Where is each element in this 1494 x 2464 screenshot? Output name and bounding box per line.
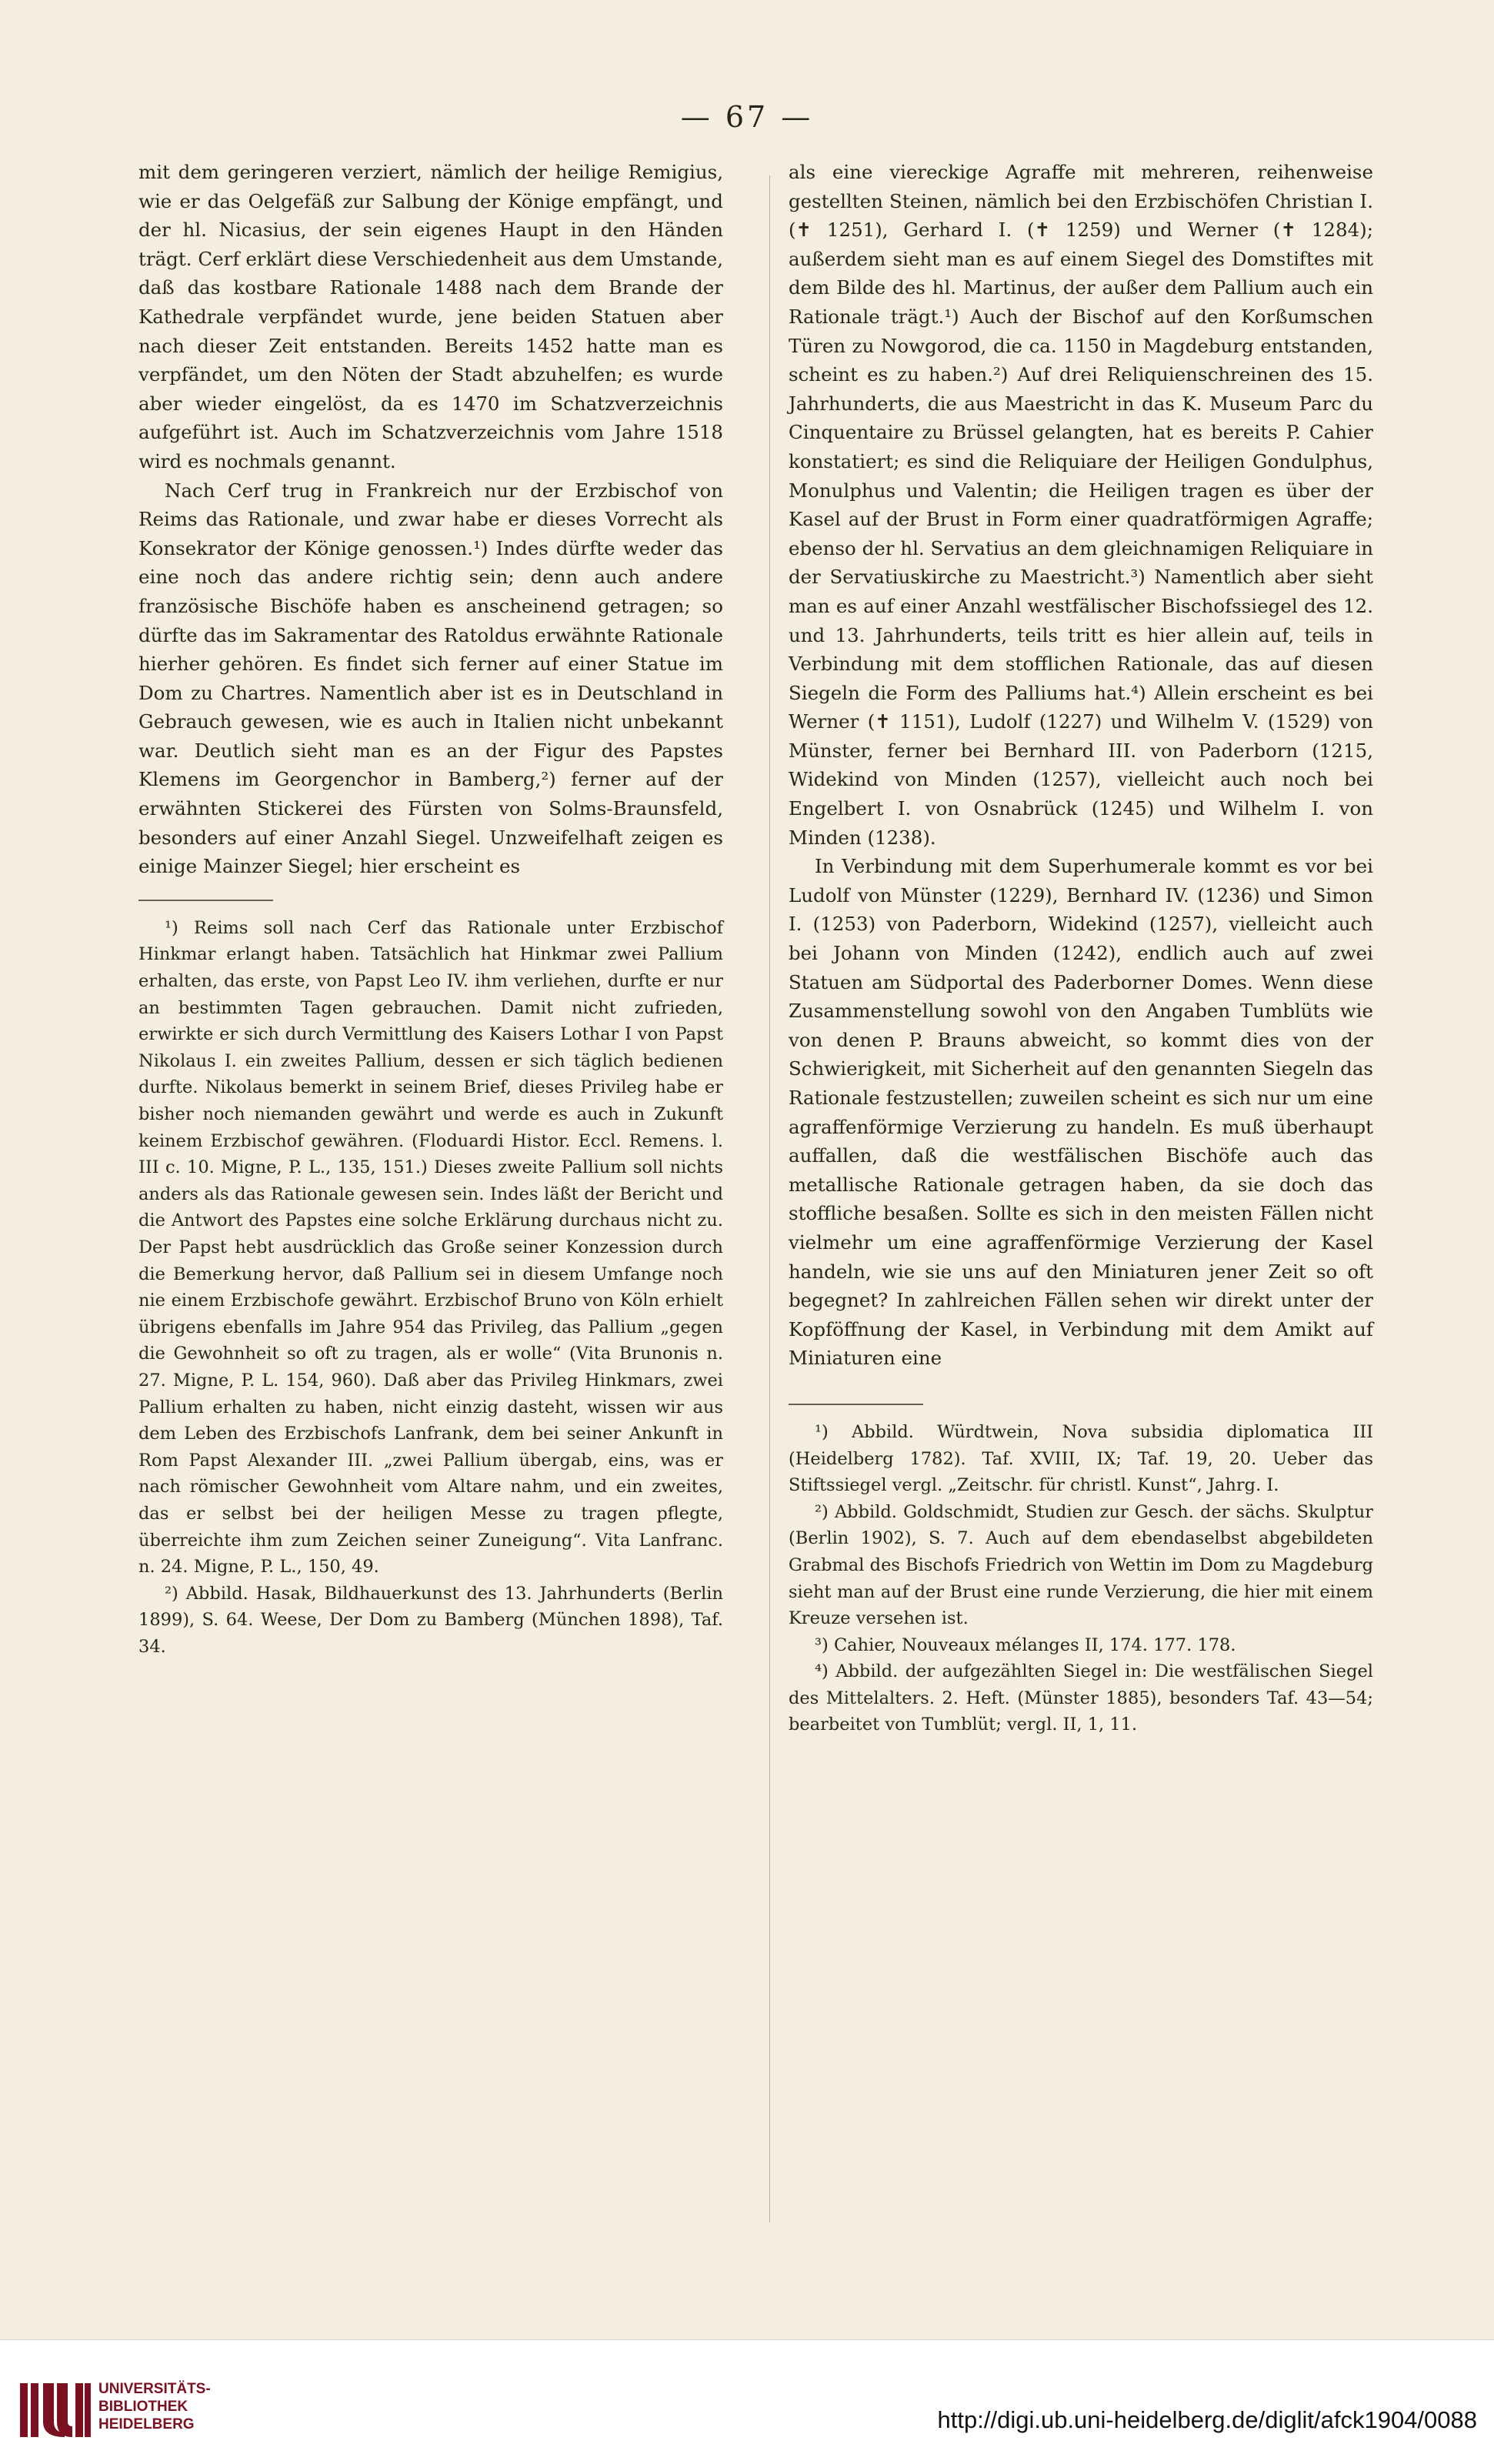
left-footnote-1: ¹) Reims soll nach Cerf das Rationale unter Erzbischof Hinkmar erlangt haben. Tatsächlich hat Hinkmar zwei Pallium erhalten, das erste, von Papst Leo IV. ihm verliehen, durfte er nur an bestimmten Tagen gebrauchen. Damit nicht zufrieden, erwirkte er sich durch Vermittlung des Kaisers Lothar I von Papst Nikolaus I. ein zweites Pallium, dessen er sich täglich bedienen durfte. Nikolaus bemerkt in seinem Brief, dieses Privileg habe er bisher noch niemanden gewährt und werde es auch in Zukunft keinem Erzbischof gewähren. (Floduardi Histor. Eccl. Remens. l. III c. 10. Migne, P. L., 135, 151.) Dieses zweite Pallium soll nichts anders als das Rationale gewesen sein. Indes läßt der Bericht und die Antwort des Papstes eine solche Erklärung durchaus nicht zu. Der Papst hebt ausdrücklich das Große seiner Konzession durch die Bemerkung hervor, daß Pallium sei in diesem Umfange noch nie einem Erzbischofe gewährt. Erzbischof Bruno von Köln erhielt übrigens ebenfalls im Jahre 954 das Privileg, das Pallium „gegen die Gewohnheit so oft zu tragen, als er wolle“ (Vita Brunonis n. 27. Migne, P. L. 154, 960). Daß aber das Privileg Hinkmars, zwei Pallium erhalten zu haben, nicht einzig dasteht, wissen wir aus dem Leben des Erzbischofs Lanfrank, dem bei seiner Ankunft in Rom Papst Alexander III. „zwei Pallium übergab, eins, was er nach römischer Gewohnheit vom Altare nahm, und ein zweites, das er selbst bei der heiligen Messe zu tragen pflegte, überreichte ihm zum Zeichen seiner Zuneigung“. Vita Lanfranc. n. 24. Migne, P. L., 150, 49. xyxy=(138,917,723,1578)
left-footnote-2: ²) Abbild. Hasak, Bildhauerkunst des 13. Jahrhunderts (Berlin 1899), S. 64. Weese, Der Dom zu Bamberg (München 1898), Taf. 34. xyxy=(138,1583,723,1657)
library-name xyxy=(98,2380,211,2433)
left-paragraph-2: Nach Cerf trug in Frankreich nur der Erzbischof von Reims das Rationale, und zwar habe er dieses Vorrecht als Konsekrator der Könige genossen.¹) Indes dürfte weder das eine noch das andere richtig sein; denn auch andere französische Bischöfe haben es anscheinend getragen; so dürfte das im Sakramentar des Ratoldus erwähnte Rationale hierher gehören. Es findet sich ferner auf einer Statue im Dom zu Chartres. Namentlich aber ist es in Deutschland in Gebrauch gewesen, wie es auch in Italien nicht unbekannt war. Deutlich sieht man es an der Figur des Papstes Klemens im Georgenchor in Bamberg,²) ferner auf der erwähnten Stickerei des Fürsten von Solms-Braunsfeld, besonders auf einer Anzahl Siegel. Unzweifelhaft zeigen es einige Mainzer Siegel; hier erscheint es xyxy=(138,479,723,878)
library-name-line-2: BIBLIOTHEK xyxy=(98,2399,188,2415)
right-footnote-2: ²) Abbild. Goldschmidt, Studien zur Gesch. der sächs. Skulptur (Berlin 1902), S. 7. Auch auf dem ebendaselbst abgebildeten Grabmal des Bischofs Friedrich von Wettin im Dom zu Magdeburg sieht man auf der Brust eine runde Verzierung, die hier mit einem Kreuze versehen ist. xyxy=(789,1501,1373,1629)
left-paragraph-1: mit dem geringeren verziert, nämlich der heilige Remigius, wie er das Oelgefäß zur Salbung der Könige empfängt, und der hl. Nicasius, der sein eigenes Haupt in den Händen trägt. Cerf erklärt diese Verschiedenheit aus dem Umstande, daß das kostbare Rationale 1488 nach dem Brande der Kathedrale verpfändet wurde, jene beiden Statuen aber nach dieser Zeit entstanden. Bereits 1452 hatte man es verpfändet, um den Nöten der Stadt abzuhelfen; es wurde aber wieder eingelöst, da es 1470 im Schatzverzeichnis aufgeführt ist. Auch im Schatzverzeichnis vom Jahre 1518 wird es nochmals genannt. xyxy=(138,161,723,472)
library-name-line-3: HEIDELBERG xyxy=(98,2416,195,2432)
right-paragraph-2: In Verbindung mit dem Superhumerale kommt es vor bei Ludolf von Münster (1229), Bernhard IV. (1236) und Simon I. (1253) von Paderborn, Widekind (1257), vielleicht auch bei Johann von Minden (1242), endlich auch auf zwei Statuen am Südportal des Paderborner Domes. Wenn diese Zusammenstellung sowohl von den Angaben Tumblüts wie von denen P. Brauns abweicht, so kommt dies von der Schwierigkeit, mit Sicherheit auf den genannten Siegeln das Rationale festzustellen; zuweilen scheint es sich nur um eine agraffenförmige Verzierung zu handeln. Es muß überhaupt auffallen, daß die westfälischen Bischöfe auch das metallische Rationale getragen haben, da sie doch das stoffliche besaßen. Sollte es sich in den meisten Fällen nicht vielmehr um eine agraffenförmige Verzierung der Kasel handeln, wie sie uns auf den Miniaturen jener Zeit so oft begegnet? In zahlreichen Fällen sehen wir direkt unter der Kopföffnung der Kasel, in Verbindung mit dem Amikt auf Miniaturen eine xyxy=(789,855,1373,1370)
right-paragraph-1: als eine viereckige Agraffe mit mehreren, reihenweise gestellten Steinen, nämlich bei den Erzbischöfen Christian I. (✝ 1251), Gerhard I. (✝ 1259) und Werner (✝ 1284); außerdem sieht man es auf einem Siegel des Domstiftes mit dem Bilde des hl. Martinus, der außer dem Pallium auch ein Rationale trägt.¹) Auch der Bischof auf den Korßumschen Türen zu Nowgorod, die ca. 1150 in Magdeburg entstanden, scheint es zu haben.²) Auf drei Reliquienschreinen des 15. Jahrhunderts, die aus Maestricht in das K. Museum Parc du Cinquentaire zu Brüssel gelangten, hat es bereits P. Cahier konstatiert; es sind die Reliquiare der Heiligen Gondulphus, Monulphus und Valentin; die Heiligen tragen es über der Kasel auf der Brust in Form einer quadratförmigen Agraffe; ebenso der hl. Servatius an dem gleichnamigen Reliquiare in der Servatiuskirche zu Maestricht.³) Namentlich aber sieht man es auf einer Anzahl westfälischer Bischofssiegel des 12. und 13. Jahrhunderts, teils tritt es hier allein auf, teils in Verbindung mit dem stofflichen Rationale, das auf diesen Siegeln die Form des Palliums hat.⁴) Allein erscheint es bei Werner (✝ 1151), Ludolf (1227) und Wilhelm V. (1529) von Münster, ferner bei Bernhard III. von Paderborn (1215, Widekind von Minden (1257), vielleicht auch noch bei Engelbert I. von Osnabrück (1245) und Wilhelm I. von Minden (1238). xyxy=(789,161,1373,849)
page-number: — 67 — xyxy=(680,100,814,134)
library-name-line-1: UNIVERSITÄTS- xyxy=(98,2381,211,2397)
right-footnote-4: ⁴) Abbild. der aufgezählten Siegel in: Die westfälischen Siegel des Mittelalters. 2. Heft. (Münster 1885), besonders Taf. 43—54; bearbeitet von Tumblüt; vergl. II, 1, 11. xyxy=(789,1661,1373,1735)
library-footer xyxy=(0,2339,1494,2464)
footnote-rule-right xyxy=(789,1404,923,1405)
right-footnote-1: ¹) Abbild. Würdtwein, Nova subsidia diplomatica III (Heidelberg 1782). Taf. XVIII, IX; Taf. 19, 20. Ueber das Stiftssiegel vergl. „Zeitschr. für christl. Kunst“, Jahrg. I. xyxy=(789,1421,1373,1496)
right-column xyxy=(789,158,1373,1738)
source-url-link[interactable]: http://digi.ub.uni-heidelberg.de/diglit/afck1904/0088 xyxy=(937,2406,1477,2433)
left-column xyxy=(138,158,723,1660)
footnote-rule-left xyxy=(138,900,273,901)
university-library-logo-icon xyxy=(17,2379,94,2442)
right-footnote-3: ³) Cahier, Nouveaux mélanges II, 174. 177. 178. xyxy=(815,1634,1236,1655)
column-divider xyxy=(769,175,770,2222)
